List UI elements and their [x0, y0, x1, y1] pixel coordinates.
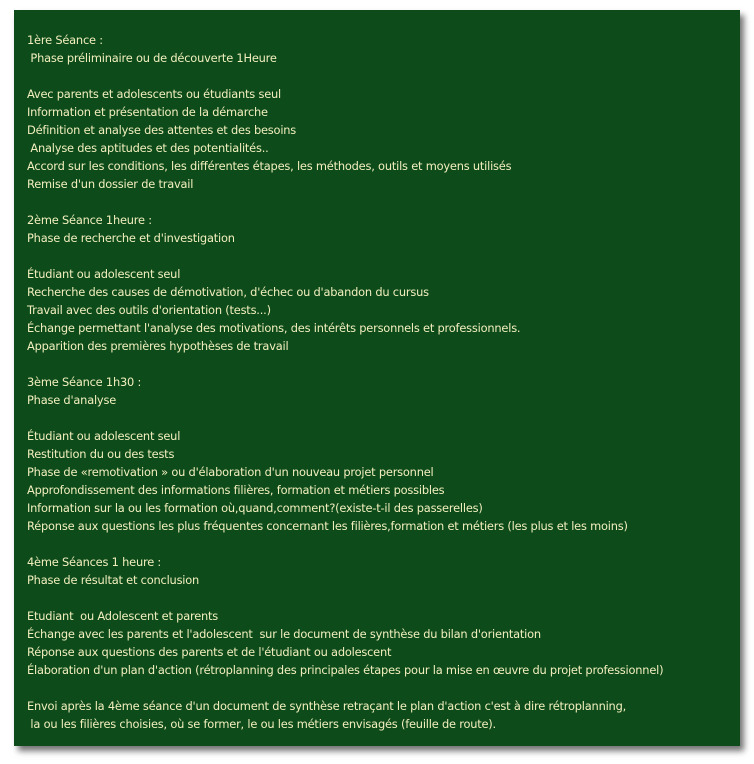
spacer: [27, 535, 740, 553]
section-2-line: Recherche des causes de démotivation, d'échec ou d'abandon du cursus: [27, 285, 429, 299]
section-3-line: Restitution du ou des tests: [27, 447, 175, 461]
section-1-line: Avec parents et adolescents ou étudiants seul: [27, 87, 281, 101]
section-1-heading: 1ère Séance :: [27, 33, 103, 47]
section-1-line: Information et présentation de la démarche: [27, 105, 268, 119]
spacer: [27, 679, 740, 697]
section-1-line: Analyse des aptitudes et des potentialités..: [27, 141, 269, 155]
section-2-heading: 2ème Séance 1heure :: [27, 213, 152, 227]
section-3-line: Étudiant ou adolescent seul: [27, 429, 181, 443]
section-3-line: Réponse aux questions les plus fréquentes concernant les filières,formation et métiers (les plus et les moins): [27, 519, 628, 533]
spacer: [27, 67, 740, 85]
spacer: [27, 247, 740, 265]
section-4-line: Réponse aux questions des parents et de l'étudiant ou adolescent: [27, 645, 392, 659]
section-1-line: Accord sur les conditions, les différentes étapes, les méthodes, outils et moyens utilisés: [27, 159, 512, 173]
section-1-line: Définition et analyse des attentes et des besoins: [27, 123, 297, 137]
spacer: [27, 589, 740, 607]
conclusion-line: la ou les filières choisies, où se former, le ou les métiers envisagés (feuille de route).: [27, 717, 496, 731]
spacer: [27, 355, 740, 373]
spacer: [27, 409, 740, 427]
section-2-line: Travail avec des outils d'orientation (tests...): [27, 303, 271, 317]
conclusion-line: Envoi après la 4ème séance d'un document de synthèse retraçant le plan d'action c'est à dire rétroplanning,: [27, 699, 627, 713]
section-1-subheading: Phase préliminaire ou de découverte 1Heure: [27, 51, 277, 65]
section-3-subheading: Phase d'analyse: [27, 393, 117, 407]
section-4-heading: 4ème Séances 1 heure :: [27, 555, 162, 569]
section-2-line: Apparition des premières hypothèses de travail: [27, 339, 289, 353]
section-4-subheading: Phase de résultat et conclusion: [27, 573, 200, 587]
section-1-line: Remise d'un dossier de travail: [27, 177, 194, 191]
spacer: [27, 193, 740, 211]
section-3-line: Information sur la ou les formation où,quand,comment?(existe-t-il des passerelles): [27, 501, 483, 515]
document-panel: [14, 10, 740, 746]
section-2-subheading: Phase de recherche et d'investigation: [27, 231, 235, 245]
section-4-line: Etudiant ou Adolescent et parents: [27, 609, 219, 623]
section-3-line: Phase de «remotivation » ou d'élaboration d'un nouveau projet personnel: [27, 465, 434, 479]
section-3-heading: 3ème Séance 1h30 :: [27, 375, 142, 389]
section-4-line: Élaboration d'un plan d'action (rétroplanning des principales étapes pour la mise en œuvre du projet professionnel): [27, 663, 664, 677]
section-2-line: Étudiant ou adolescent seul: [27, 267, 181, 281]
section-4-line: Échange avec les parents et l'adolescent sur le document de synthèse du bilan d'orientation: [27, 627, 541, 641]
section-3-line: Approfondissement des informations filières, formation et métiers possibles: [27, 483, 445, 497]
section-2-line: Échange permettant l'analyse des motivations, des intérêts personnels et professionnels.: [27, 321, 521, 335]
